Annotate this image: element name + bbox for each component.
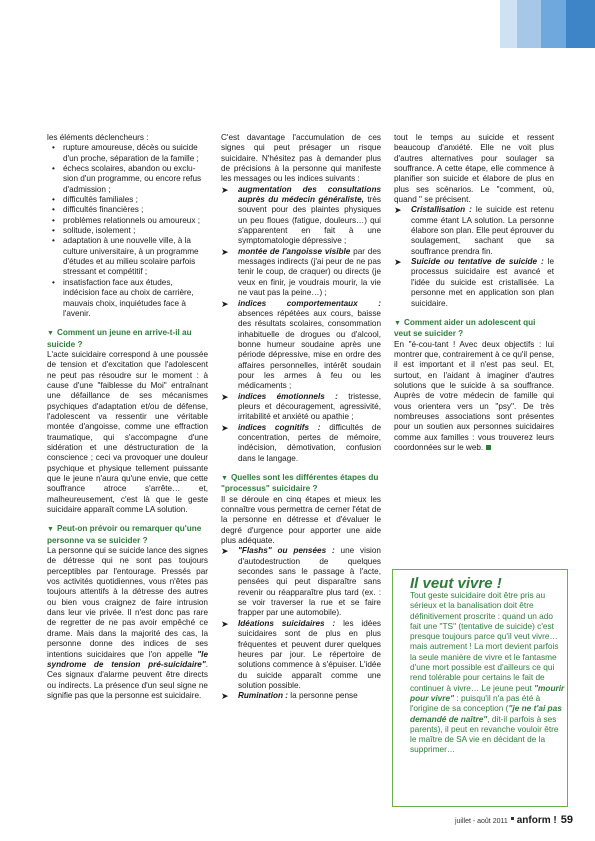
paragraph: C'est davantage l'accumulation de ces signes qui peut présager un risque suicidaire. N'hésitez pas à demander plus de précisions à la personne qui manifeste les messages ou les indices suivants : <box>221 133 381 184</box>
trigger-list <box>47 143 208 319</box>
list-item: ➤ "Flashs" ou pensées : une vision d'autodestruction de quelques secondes sans le passage à l'acte, pensées qui peut disparaître sans revenir ou réapparaître plus tard (ex. : se voir traverser la rue et se faire frapper par une automobile). <box>221 546 381 618</box>
column-3 <box>394 133 554 453</box>
triangle-icon: ▼ <box>47 330 54 338</box>
list-item: ➤ indices comportementaux : absences répétées aux cours, baisse des résultats scolaires, consommation inhabituelle de drogues ou d'alcool, bonne humeur soudaine après une période dépressive, mise en ordre des affaires personnelles, intérêt soudain pour les armes à feu ou les médicaments ; <box>221 299 381 392</box>
list-item: • problèmes relationnels ou amoureux ; <box>47 216 208 226</box>
intro-text: les éléments déclencheurs : <box>47 133 149 142</box>
section-heading: ▼ Comment aider un adolescent qui veut se suicider ? <box>394 317 536 339</box>
column-1 <box>47 133 208 701</box>
list-item: • difficultés familiales ; <box>47 195 208 205</box>
list-item: ➤ montée de l'angoisse visible par des messages indirects (j'ai peur de ne pas tenir le coup, de craquer) ou directs (je veux en finir, je voudrais mourir, la vie ne vaut pas la peine…) ; <box>221 247 381 299</box>
list-item: • échecs scolaires, abandon ou exclu-sion d'un programme, ou encore refus d'admission ; <box>47 164 208 195</box>
list-item: ➤ Idéations suicidaires : les idées suicidaires sont de plus en plus fréquentes et peuvent durer quelques heures par jour. Le répertoire de solutions commence à s'épuiser. L'idée du suicide apparaît comme une solution possible. <box>221 619 381 691</box>
page-number: 59 <box>560 814 573 826</box>
decorative-bar <box>566 0 595 48</box>
list-item: • insatisfaction face aux études, indécision face au choix de carrière, mauvais choix, inquiétudes face à l'avenir. <box>47 278 208 319</box>
box-title: Il veut vivre ! <box>410 575 502 592</box>
list-item: ➤ augmentation des consultations auprès du médecin généraliste, très souvent pour des plaintes physiques un peu floues (fatigue, douleurs…) qui s'apparentent en fait à une symptomatologie dépressive ; <box>221 185 381 247</box>
triangle-icon: ▼ <box>394 319 401 327</box>
stages-list <box>221 546 381 701</box>
issue-date: juillet - août 2011 <box>454 818 508 825</box>
end-mark-icon <box>486 445 491 450</box>
decorative-bar <box>517 0 542 48</box>
section-heading: ▼ Comment un jeune en arrive-t-il au suicide ? <box>47 328 192 349</box>
list-item: ➤ indices cognitifs : difficultés de concentration, pertes de mémoire, indécision, démotivation, confusion dans le langage. <box>221 423 381 464</box>
section-heading: ▼ Peut-on prévoir ou remarquer qu'une personne va se suicider ? <box>47 524 202 545</box>
paragraph: L'acte suicidaire correspond à une poussée de tension et d'excitation que l'adolescent ne peut pas résoudre sur le moment : à cause d'une "faiblesse du Moi" entraînant une défaillance de ses mécanismes psychiques d'adaptation et/ou de défense, l'adolescent va ressentir une véritable montée d'angoisse, comme une effraction traumatique, qui s'accompagne d'une sidération et une déstructuration de la conscience ; ceci va provoquer une douleur psychique et physique tellement puissante que le jeune n'aura qu'une envie, que cette souffrance atroce s'arrête… et, malheureusement, c'est là que le geste suicidaire apparaît comme LA solution. <box>47 349 208 515</box>
box-text: Tout geste suicidaire doit être pris au sérieux et la banalisation doit être définitivement proscrite : quand un ado fait une "TS" (tentative de suicide) c'est presque toujours parce qu'il veut vivre… mais autrement ! La mort devient parfois la seule manière de vivre et le fantasme d'une mort possible est d'ailleurs ce qui rend tolérable pour certains le fait de continuer à vivre… Le jeune peut "mourir pour vivre" : puisqu'il n'a pas été à l'origine de sa conception ("je ne t'ai pas demandé de naître", dit-il parfois à ses parents), il peut en revanche vouloir être le maître de SA vie en décidant de la supprimer… <box>410 590 565 755</box>
list-item: ➤ Suicide ou tentative de suicide : le processus suicidaire est avancé et l'idée du suicide est cristallisée. La personne met en application son plan suicidaire. <box>394 257 554 309</box>
signs-list <box>221 185 381 464</box>
list-item: • adaptation à une nouvelle ville, à la culture universitaire, à un programme d'études et au milieu scolaire parfois stressant et compétitif ; <box>47 236 208 277</box>
list-item: ➤ indices émotionnels : tristesse, pleurs et découragement, agressivité, irritabilité et anxiété ou apathie ; <box>221 392 381 423</box>
page-footer <box>455 810 573 828</box>
list-item: • rupture amoureuse, décès ou suicide d'un proche, séparation de la famille ; <box>47 143 208 164</box>
paragraph: En "é-cou-tant ! Avec deux objectifs : lui montrer que, contrairement à ce qu'il pense, il est important et il n'est pas seul. Et, surtout, en l'aidant à imaginer d'autres solutions que le suicide à sa souffrance. Auprès de votre médecin de famille qui vous orientera vers un "psy". De très nombreuses associations sont présentes pour un soutien aux personnes suicidaires comme aux familles : vous trouverez leurs coordonnées sur le web. <box>394 339 554 452</box>
decorative-bar <box>541 0 566 48</box>
list-item: ➤ Rumination : la personne pense <box>221 691 381 701</box>
paragraph: La personne qui se suicide lance des signes de détresse qui ne sont pas toujours perceptibles par l'entourage. Pressés par vos activités quotidiennes, vous n'êtes pas toujours attentifs à la détresse des autres ou bien vous craignez de faire intrusion dans leur vie privée. Il n'est donc pas rare de regretter de ne pas avoir empêché ce drame. Mais dans la majorité des cas, la personne donne des indices de ses intentions suicidaires que l'on appelle "le syndrome de tension pré-suicidaire". Ces signaux d'alarme peuvent être directs ou indirects. La présence d'un seul signe ne signifie pas que la personne est suicidaire. <box>47 546 208 700</box>
column-2 <box>221 133 381 702</box>
list-item: ➤ Cristallisation : le suicide est retenu comme étant LA solution. La personne élabore son plan. Elle peut éprouver du soulagement, sachant que sa souffrance prendra fin. <box>394 205 554 257</box>
magazine-name: anform ! <box>516 815 557 826</box>
paragraph: Il se déroule en cinq étapes et mieux les connaître vous permettra de cerner l'état de la personne en détresse et d'évaluer le degré d'urgence pour apporter une aide plus adéquate. <box>221 494 381 546</box>
stages-list-continued <box>394 205 554 308</box>
section-heading: ▼ Quelles sont les différentes étapes du "processus" suicidaire ? <box>221 473 379 494</box>
separator-icon <box>511 817 514 820</box>
list-item: • solitude, isolement ; <box>47 226 208 236</box>
triangle-icon: ▼ <box>47 526 54 534</box>
triangle-icon: ▼ <box>221 475 228 482</box>
paragraph: tout le temps au suicide et ressent beaucoup d'anxiété. Elle ne voit plus d'autres alternatives pour soulager sa souffrance. A cette étape, elle commence à planifier son suicide et élabore de plus en plus ses scénarios. Le "comment, où, quand " se précisent. <box>394 133 554 205</box>
list-item: • difficultés financières ; <box>47 205 208 215</box>
